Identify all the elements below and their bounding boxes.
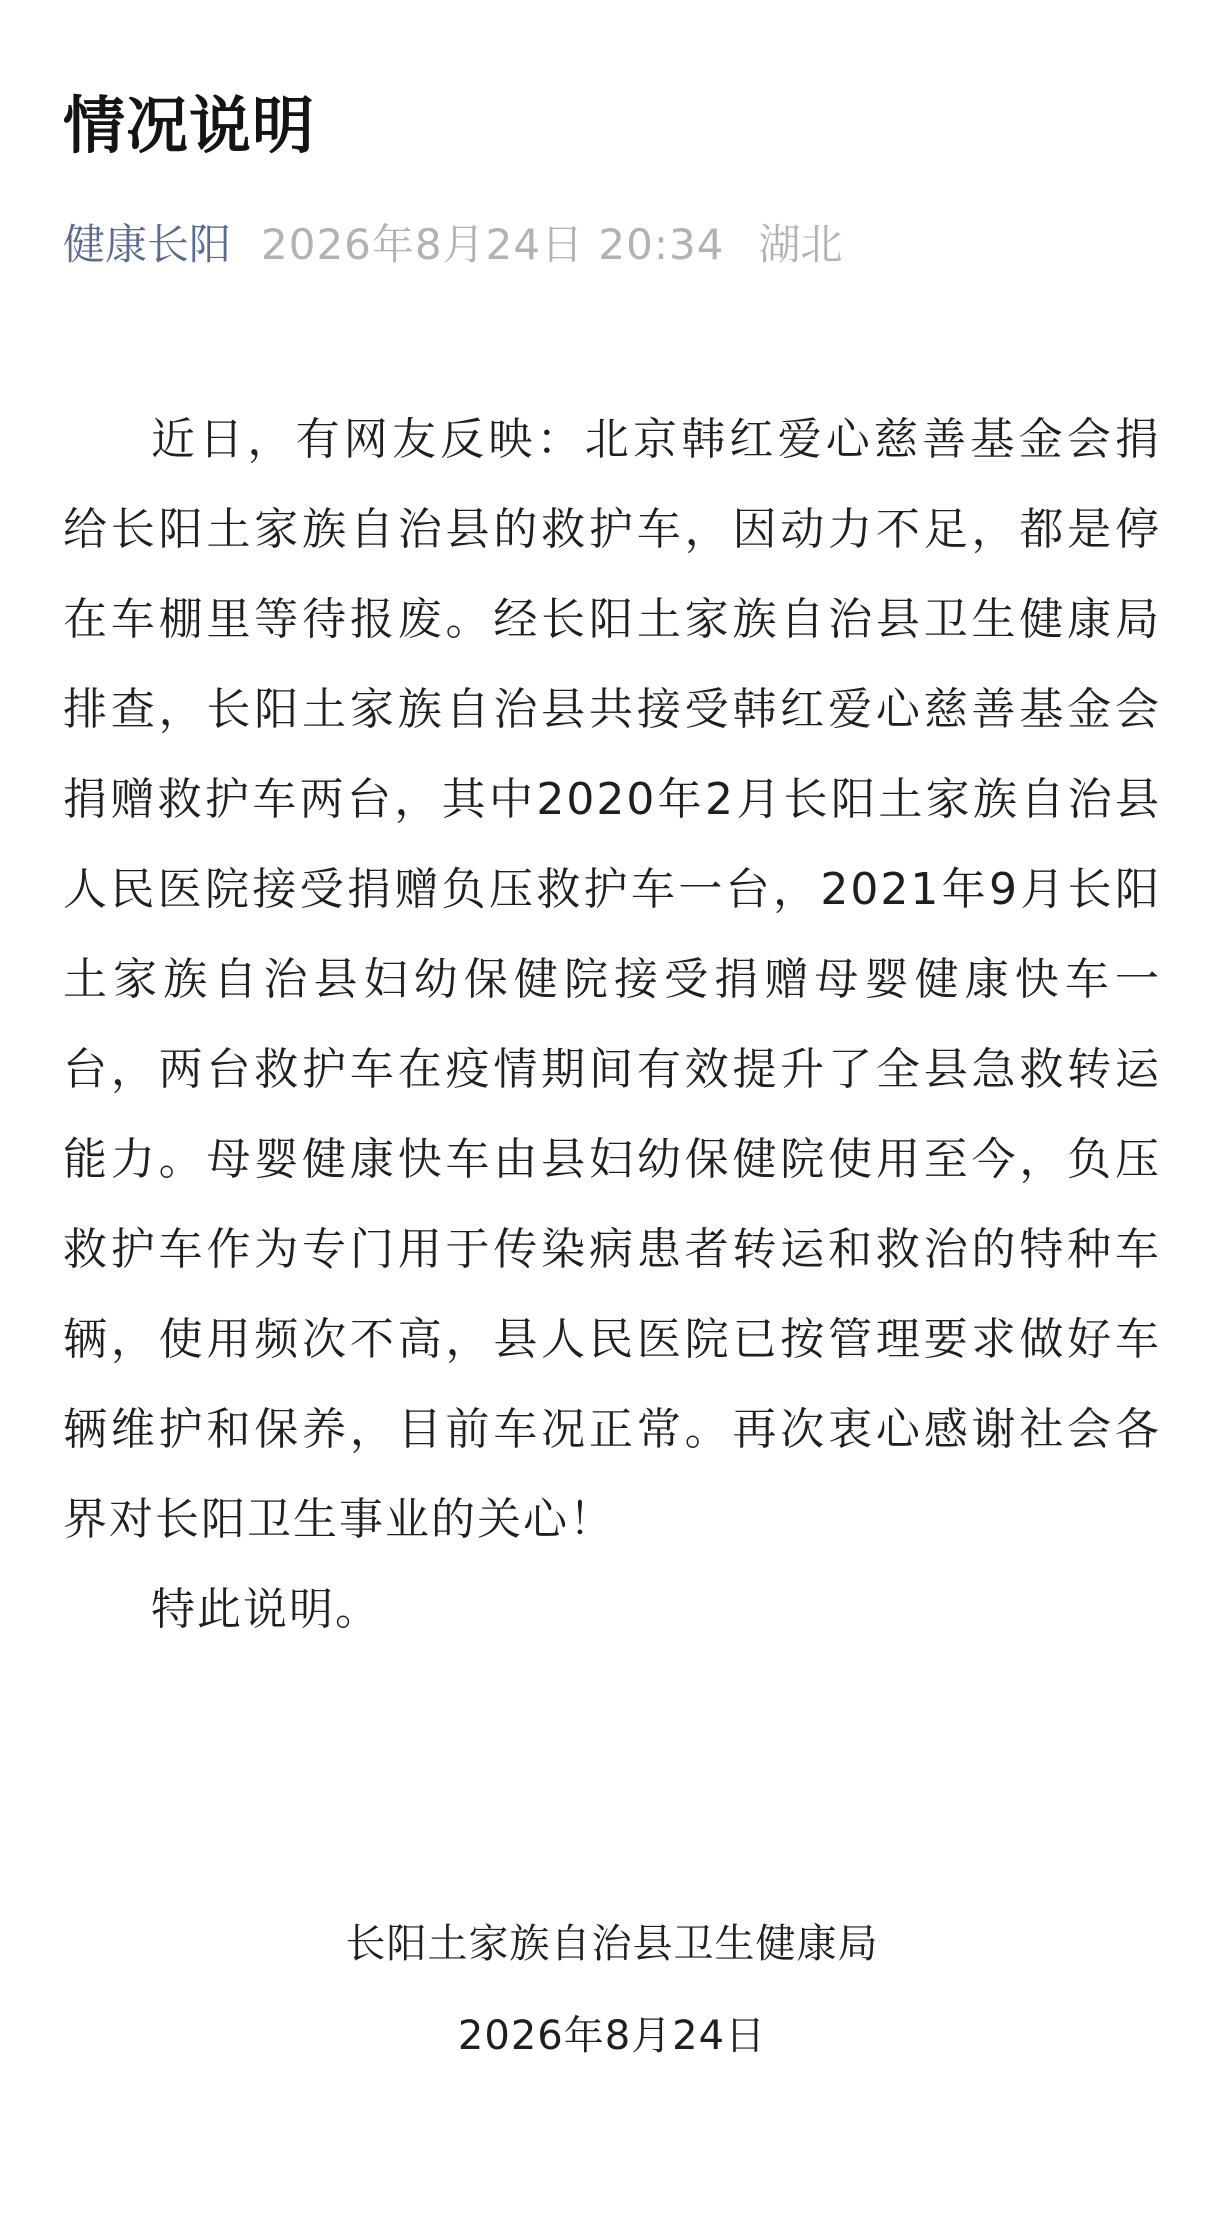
article-body [63, 395, 1161, 1655]
signature-date: 2026年8月24日 [457, 2013, 767, 2059]
body-paragraph: 近日，有网友反映：北京韩红爱心慈善基金会捐给长阳土家族自治县的救护车，因动力不足，都是停在车棚里等待报废。经长阳土家族自治县卫生健康局排查，长阳土家族自治县共接受韩红爱心慈善基金会捐赠救护车两台，其中2020年2月长阳土家族自治县人民医院接受捐赠负压救护车一台，2021年9月长阳土家族自治县妇幼保健院接受捐赠母婴健康快车一台，两台救护车在疫情期间有效提升了全县急救转运能力。母婴健康快车由县妇幼保健院使用至今，负压救护车作为专门用于传染病患者转运和救治的特种车辆，使用频次不高，县人民医院已按管理要求做好车辆维护和保养，目前车况正常。再次衷心感谢社会各界对长阳卫生事业的关心！ [63, 414, 1161, 1545]
publish-location: 湖北 [758, 220, 843, 269]
publish-date: 2026年8月24日 20:34 [261, 220, 725, 269]
article-title: 情况说明 [63, 89, 316, 162]
article-meta [63, 215, 842, 275]
body-paragraph: 特此说明。 [151, 1584, 381, 1635]
signature-organization: 长阳土家族自治县卫生健康局 [345, 1921, 879, 1967]
account-name-link[interactable]: 健康长阳 [63, 220, 232, 269]
